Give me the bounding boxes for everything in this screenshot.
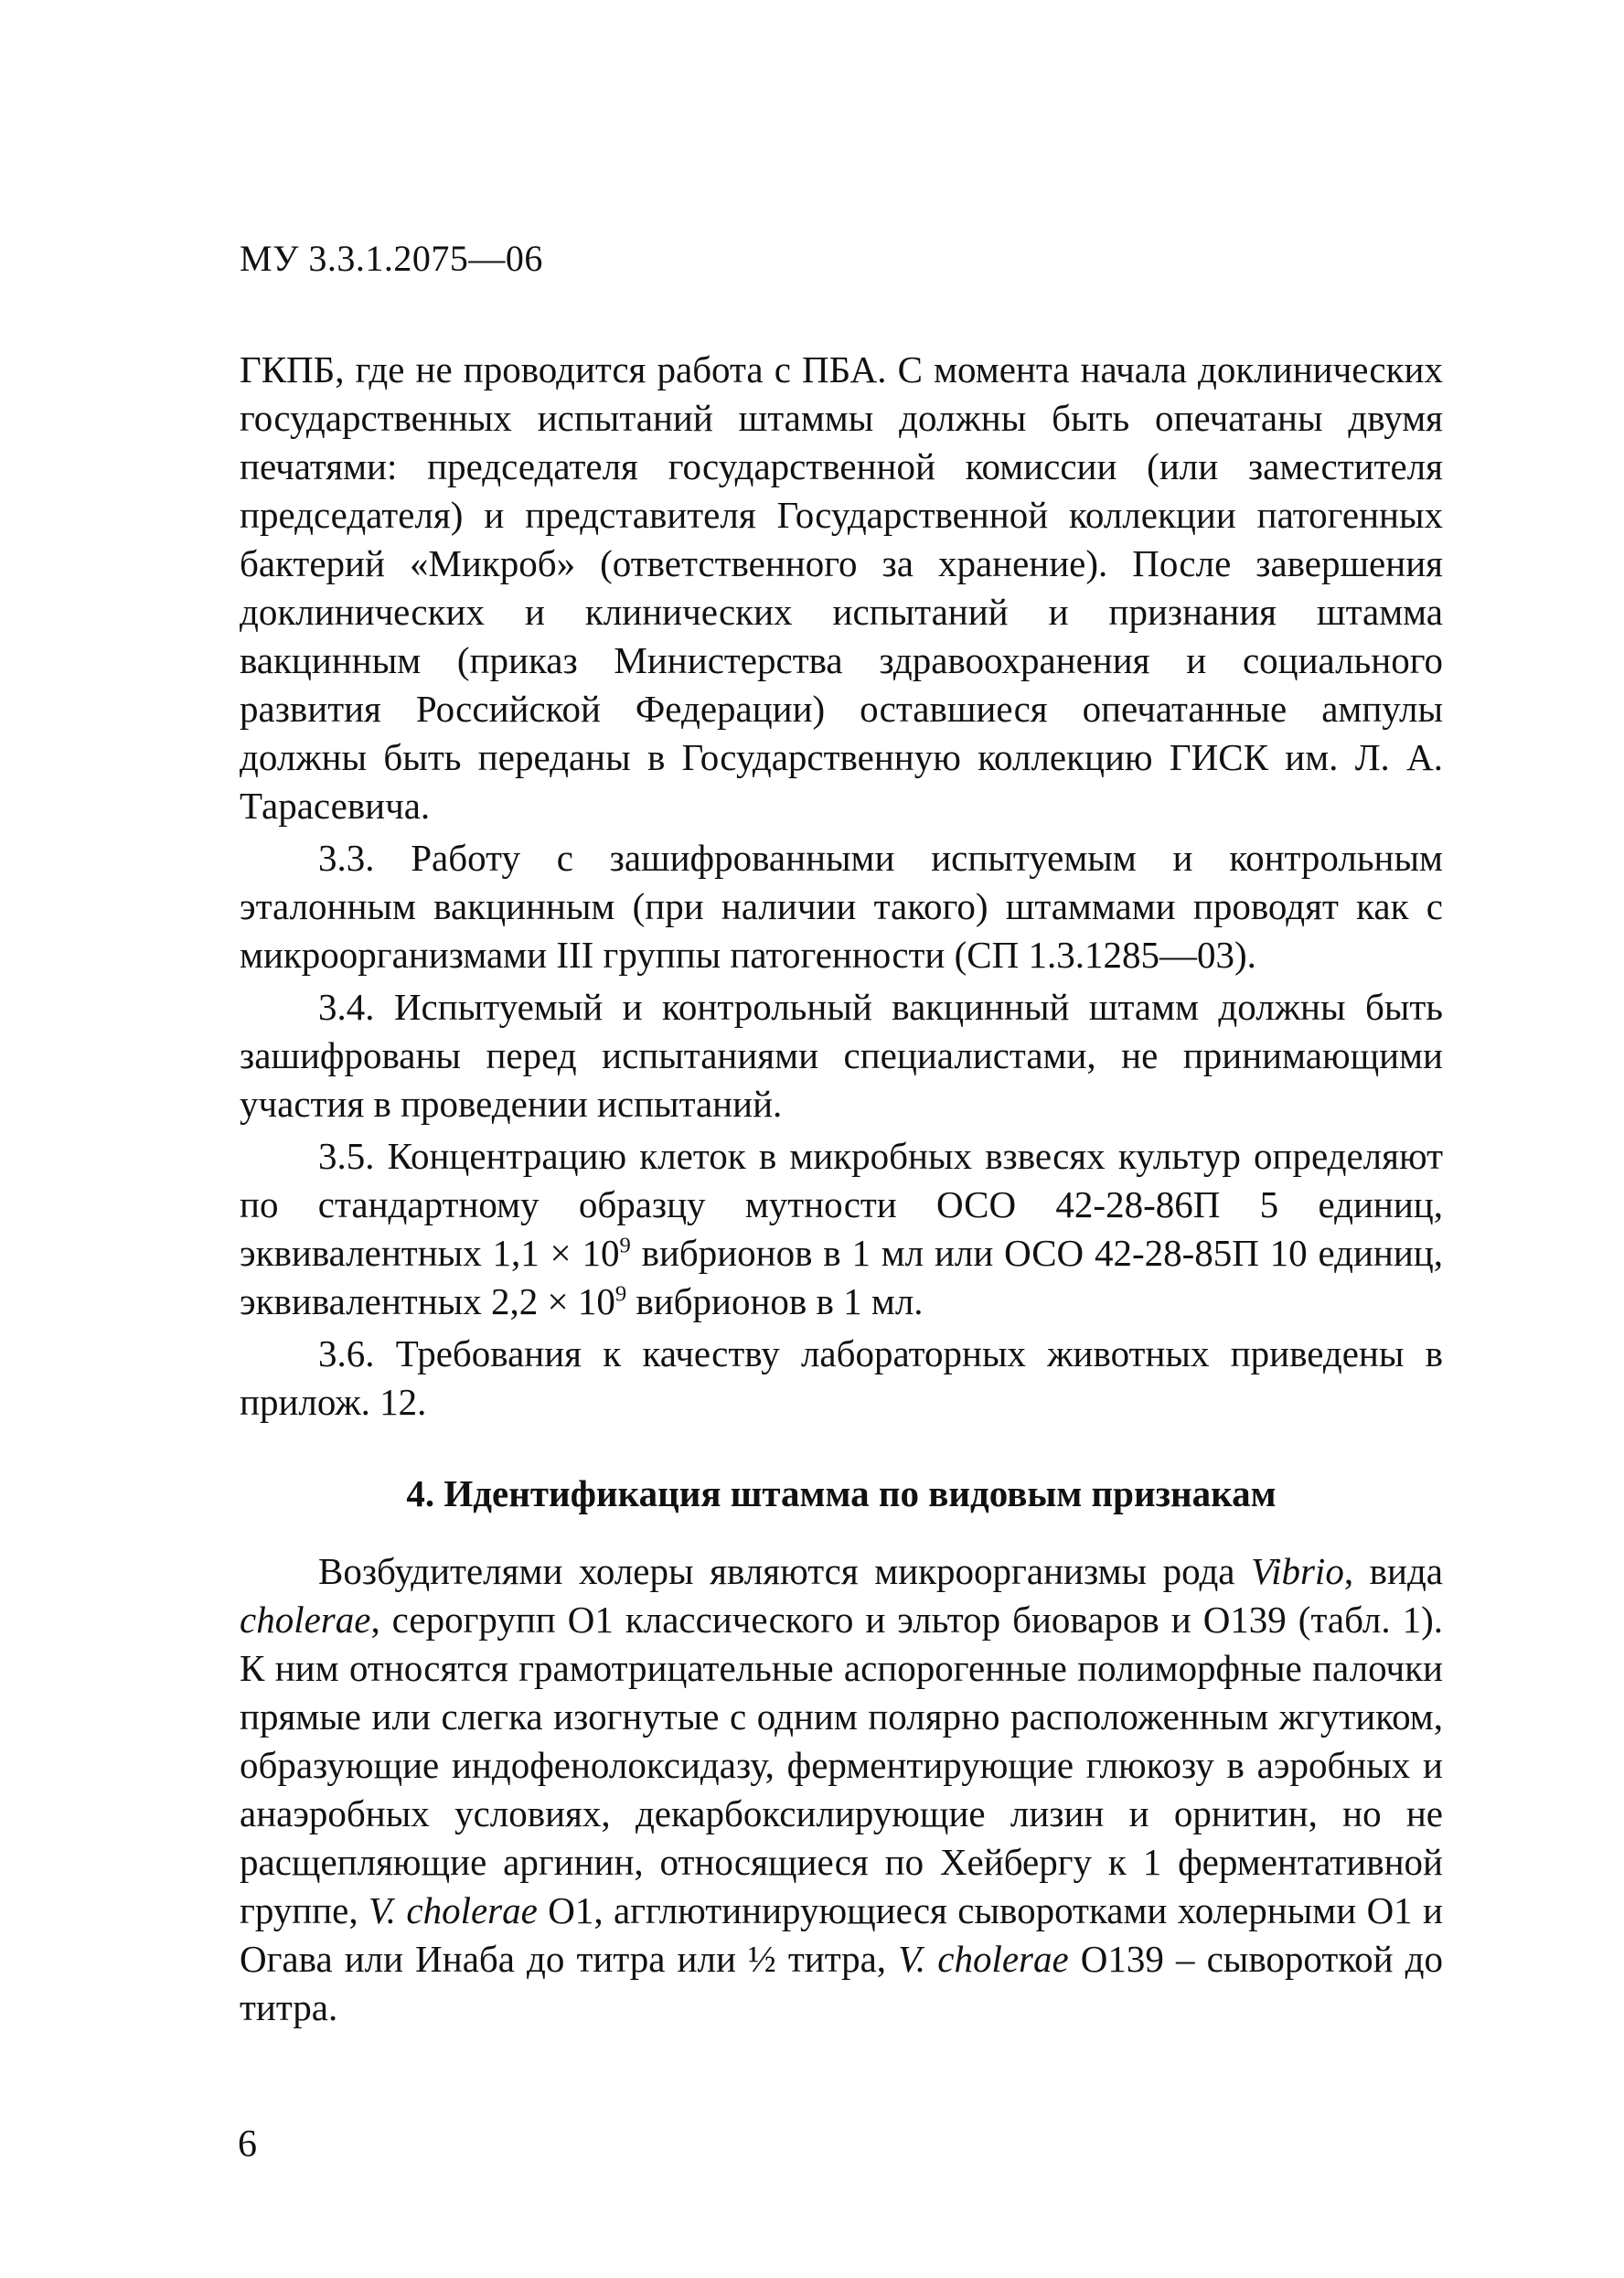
- text-run: О139 – сывороткой до титра.: [240, 1938, 1444, 2028]
- text-run: 3.5. Концентрацию клеток в микробных взвесях культур определяют по стандартному образцу мутности ОСО 42-28-86П 5 единиц, эквивалентных 1,1 × 10: [240, 1135, 1443, 1274]
- paragraph-3-4: 3.4. Испытуемый и контрольный вакцинный штамм должны быть зашифрованы перед испытаниями специалистами, не принимающими участия в проведении испытаний.: [240, 986, 1443, 1125]
- paragraph-3-3: 3.3. Работу с зашифрованными испытуемым и контрольным эталонным вакцинным (при наличии такого) штаммами проводят как с микроорганизмами III группы патогенности (СП 1.3.1285—03).: [240, 837, 1443, 976]
- section-4-title: 4. Идентификация штамма по видовым признакам: [406, 1472, 1277, 1514]
- text-run: Возбудителями холеры являются микроорганизмы рода: [318, 1550, 1252, 1592]
- page-number: 6: [238, 2123, 257, 2166]
- species-name: cholerae: [240, 1599, 371, 1641]
- genus-name: Vibrio: [1251, 1550, 1344, 1592]
- text-run: вибрионов в 1 мл.: [626, 1280, 924, 1322]
- document-body: [240, 346, 1443, 2036]
- text-run: , серогрупп О1 классического и эльтор биоваров и О139 (табл. 1). К ним относятся грамотрицательные аспорогенные полиморфные палочки прямые или слегка изогнутые с одним полярно расположенным жгутиком, образующие индофенолоксидазу, ферментирующие глюкозу в аэробных и анаэробных условиях, декарбоксилирующие лизин и орнитин, но не расщепляющие аргинин, относящиеся по Хейбергу к 1 ферментативной группе,: [240, 1599, 1443, 1931]
- text-run: О1, агглютинирующиеся сыворотками холерными О1 и Огава или Инаба до титра или ½ титра,: [240, 1889, 1444, 1980]
- exponent: 9: [619, 1233, 631, 1258]
- document-code-header: МУ 3.3.1.2075—06: [240, 238, 543, 279]
- exponent: 9: [614, 1281, 627, 1307]
- paragraph-4-1: [240, 1547, 1443, 2032]
- species-name: V. cholerae: [369, 1889, 538, 1931]
- text-run: , вида: [1343, 1550, 1444, 1592]
- paragraph-3-5: [240, 1132, 1443, 1326]
- species-name: V. cholerae: [898, 1938, 1069, 1980]
- paragraph-continuation: ГКПБ, где не проводится работа с ПБА. С момента начала доклинических государственных испытаний штаммы должны быть опечатаны двумя печатями: председателя государственной комиссии (или заместителя председателя) и представителя Государственной коллекции патогенных бактерий «Микроб» (ответственного за хранение). После завершения доклинических и клинических испытаний и признания штамма вакцинным (приказ Министерства здравоохранения и социального развития Российской Федерации) оставшиеся опечатанные ампулы должны быть переданы в Государственную коллекцию ГИСК им. Л. А. Тарасевича.: [240, 348, 1443, 827]
- paragraph-3-6: 3.6. Требования к качеству лабораторных животных приведены в прилож. 12.: [240, 1332, 1443, 1423]
- text-run: вибрионов в 1 мл или ОСО 42-28-85П 10 единиц, эквивалентных 2,2 × 10: [240, 1232, 1443, 1322]
